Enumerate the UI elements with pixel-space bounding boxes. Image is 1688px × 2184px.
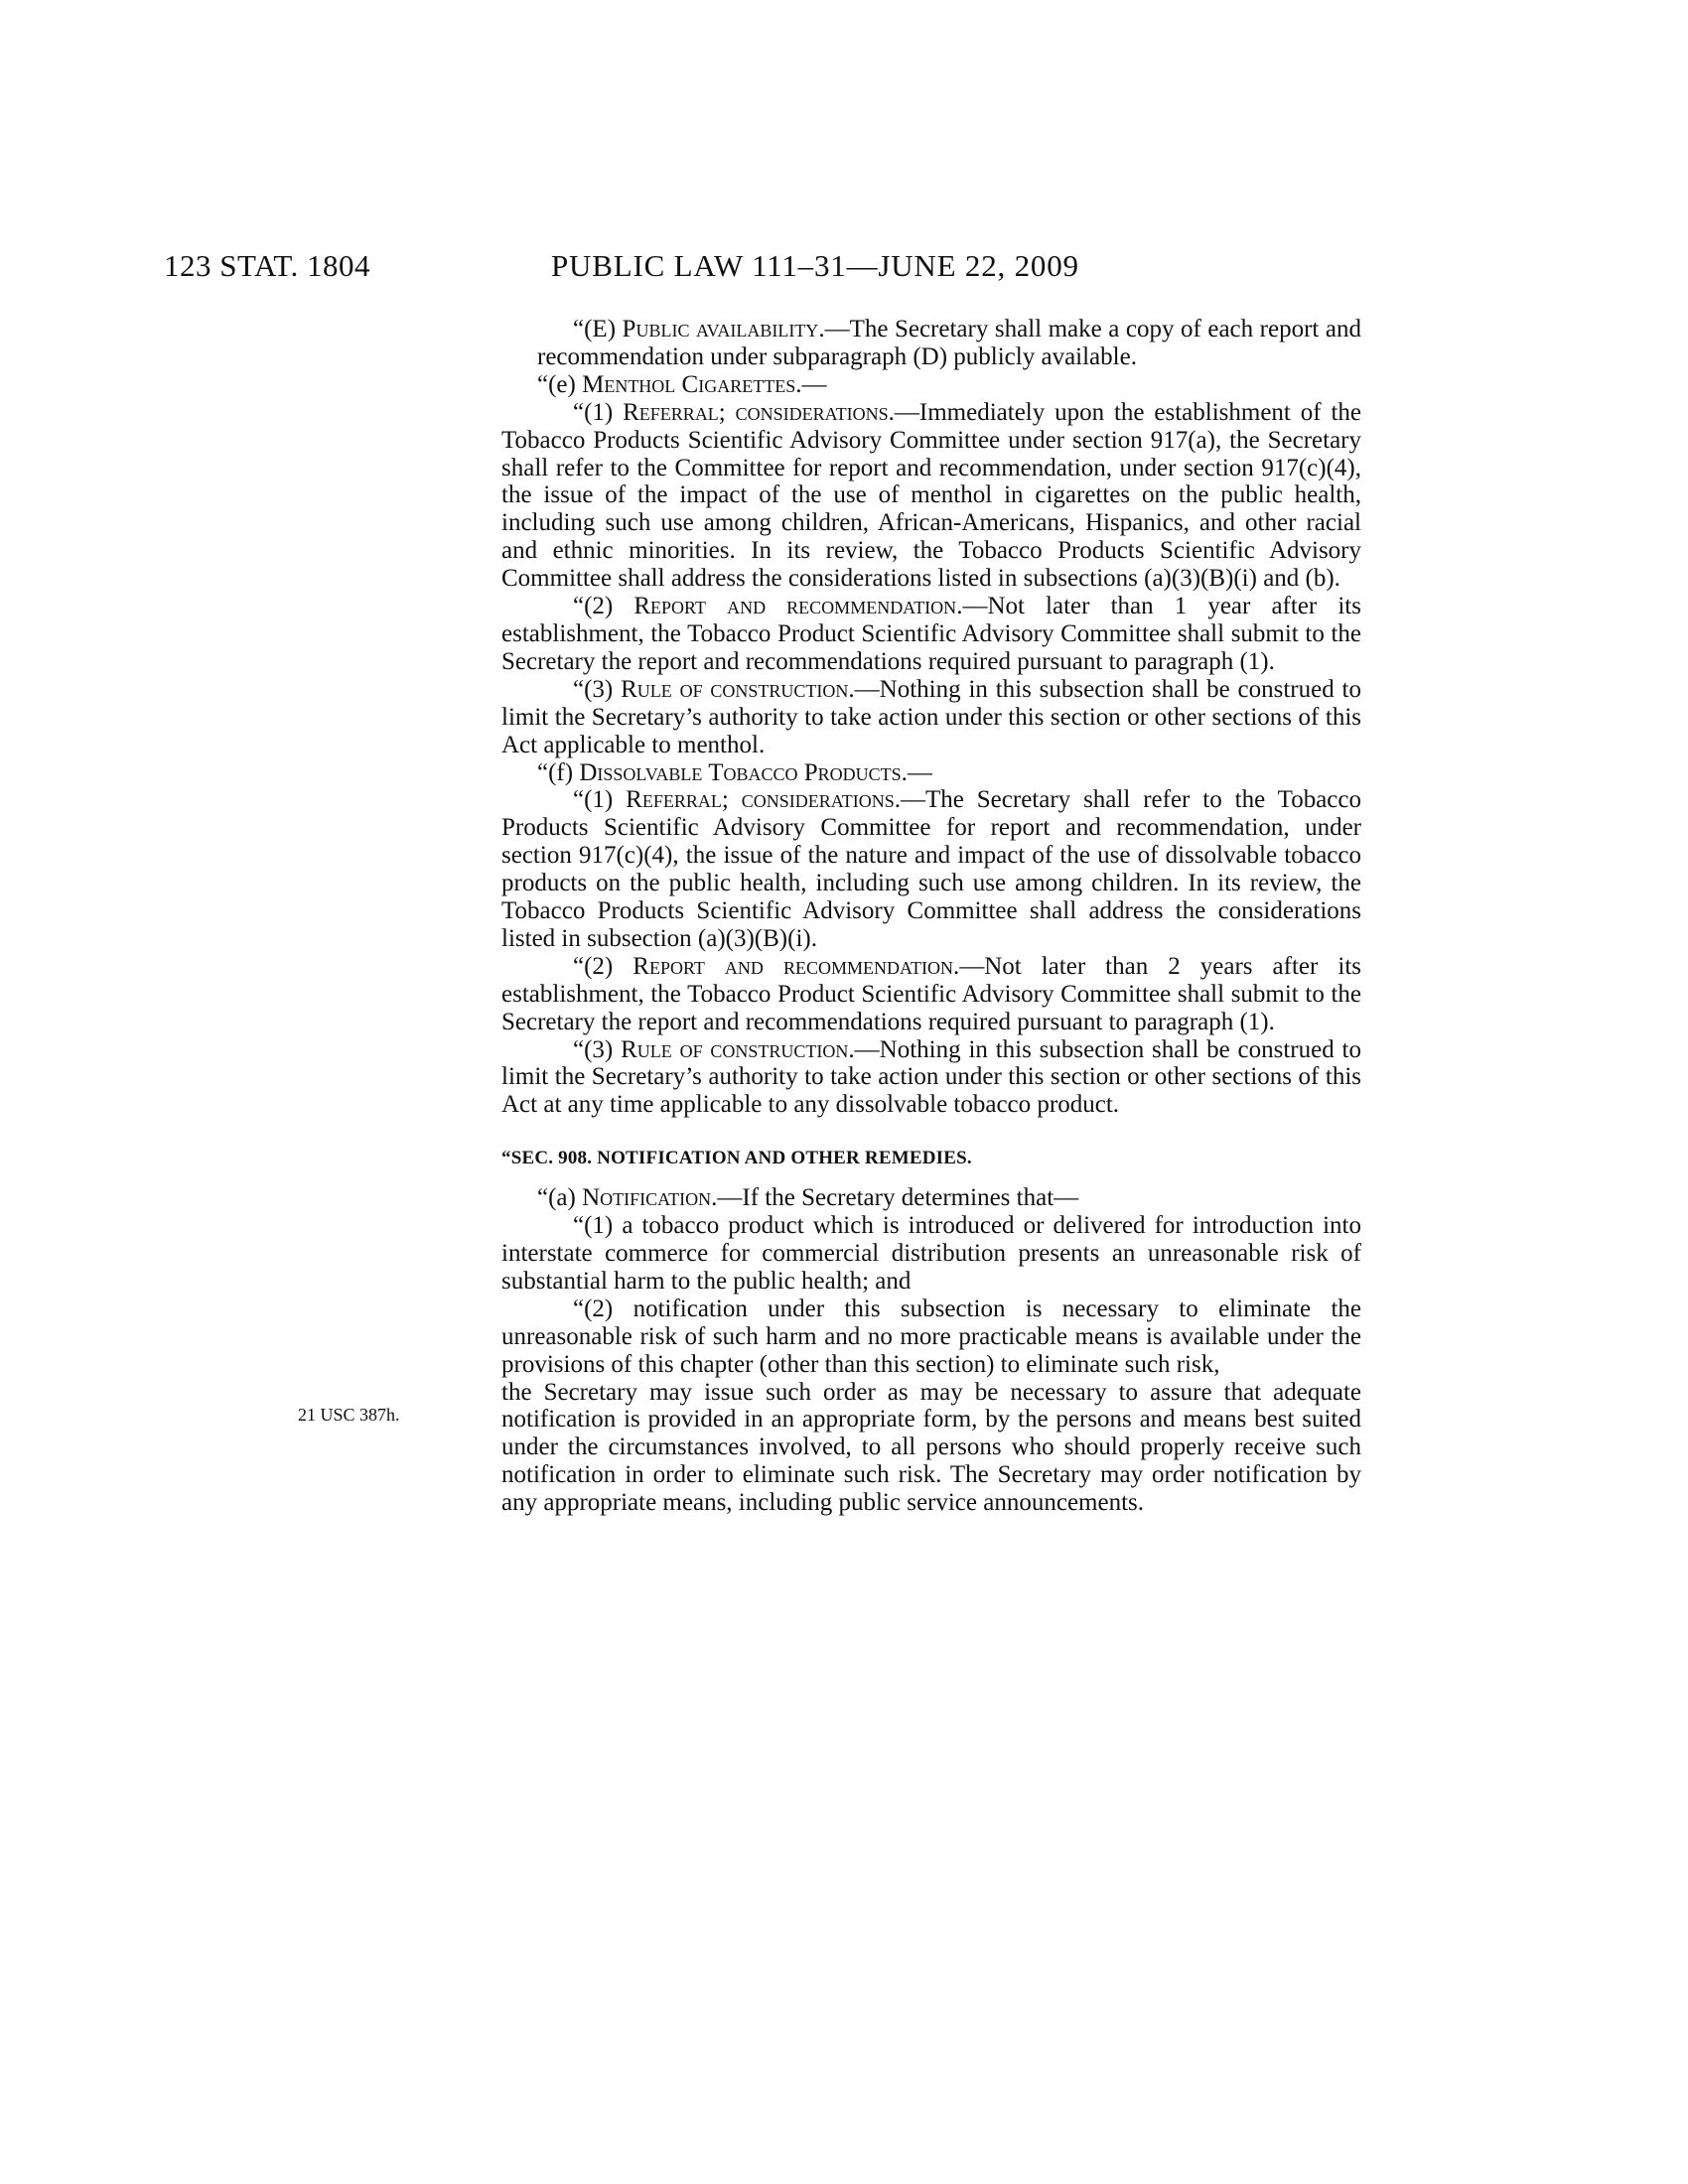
paragraph-notification-2: “(2) notification under this subsection is necessary to eliminate the unreasonable risk of such harm and no more practicable means is available under the provisions of this chapter (other than this section) to eliminate such risk, (501, 1295, 1361, 1378)
paragraph-body: .—Nothing in this subsection shall be construed to limit the Secretary’s authority to take action under this section or other sections of this Act at any time applicable to any dissolvable tobacco product. (501, 1035, 1361, 1119)
paragraph-body: .—Not later than 1 year after its establishment, the Tobacco Product Scientific Advisory Committee shall submit to the Secretary the report and recommendations required pursuant to paragraph (1). (501, 593, 1361, 675)
statute-body (501, 316, 1361, 1517)
paragraph-body: .—Immediately upon the establishment of the Tobacco Products Scientific Advisory Committee under section 917(a), the Secretary shall refer to the Committee for report and recommendation, under section 917(c)(4), the issue of the impact of the use of menthol in cigarettes on the public health, including such use among children, African-Americans, Hispanics, and other racial and ethnic minorities. In its review, the Tobacco Products Scientific Advisory Committee shall address the considerations listed in subsections (a)(3)(B)(i) and (b). (501, 398, 1361, 593)
paragraph-lead: “(a) (537, 1184, 583, 1212)
paragraph-heading: Referral; considerations (623, 398, 889, 426)
paragraph-lead: “(2) (573, 593, 634, 620)
paragraph-notification-tail: the Secretary may issue such order as may be necessary to assure that adequate notification is provided in an appropriate form, by the persons and means best suited under the circumstances involved, to all persons who should properly receive such notification in order to eliminate such risk. The Secretary may order notification by any appropriate means, including public service announcements. (501, 1378, 1361, 1517)
paragraph-lead: “(3) (573, 675, 622, 703)
paragraph-heading: Notification (582, 1184, 712, 1212)
paragraph-lead: “(e) (537, 370, 583, 398)
paragraph-heading: Public availability (622, 316, 819, 342)
paragraph-lead: “(3) (573, 1035, 622, 1063)
paragraph-heading: Rule of construction (621, 675, 849, 703)
paragraph-dissolvable-3 (501, 1036, 1361, 1120)
stat-citation: 123 STAT. 1804 (164, 248, 371, 283)
paragraph-menthol-2 (501, 593, 1361, 676)
law-title: PUBLIC LAW 111–31—JUNE 22, 2009 (551, 248, 1079, 283)
paragraph-notification-1: “(1) a tobacco product which is introduced or delivered for introduction into interstate commerce for commercial distribution presents an unreasonable risk of substantial harm to the public health; and (501, 1212, 1361, 1295)
paragraph-menthol-1 (501, 399, 1361, 593)
paragraph-body: .—The Secretary shall refer to the Tobacco Products Scientific Advisory Committee for report and recommendation, under section 917(c)(4), the issue of the nature and impact of the use of dissolvable tobacco products on the public health, including such use among children. In its review, the Tobacco Products Scientific Advisory Committee shall address the considerations listed in subsection (a)(3)(B)(i). (501, 786, 1361, 952)
paragraph-heading: Menthol Cigarettes (582, 370, 796, 398)
paragraph-body: .—Nothing in this subsection shall be construed to limit the Secretary’s authority to take action under this section or other sections of this Act applicable to menthol. (501, 675, 1361, 758)
paragraph-lead: “(1) (573, 786, 627, 814)
paragraph-heading: Rule of construction (621, 1035, 849, 1063)
paragraph-body: .—Not later than 2 years after its establishment, the Tobacco Product Scientific Advisory Committee shall submit to the Secretary the report and recommendations required pursuant to paragraph (1). (501, 952, 1361, 1035)
paragraph-heading: Dissolvable Tobacco Products (579, 758, 902, 786)
paragraph-heading: Report and recommendation (633, 952, 953, 980)
paragraph-e-public-availability (501, 316, 1361, 371)
paragraph-menthol-3 (501, 676, 1361, 759)
paragraph-dissolvable-1 (501, 786, 1361, 952)
page-header (0, 248, 1688, 288)
paragraph-lead: “(E) (573, 316, 623, 342)
paragraph-heading: Referral; considerations (626, 786, 895, 814)
subsection-menthol-cigarettes (501, 371, 1361, 399)
paragraph-body: .—The Secretary shall make a copy of each report and recommendation under subparagraph (D) publicly available. (537, 316, 1361, 370)
section-908-heading: “SEC. 908. NOTIFICATION AND OTHER REMEDIES. (501, 1148, 972, 1169)
paragraph-heading: Report and recommendation (633, 593, 957, 620)
paragraph-body: .— (795, 370, 827, 398)
margin-citation: 21 USC 387h. (298, 1405, 400, 1425)
paragraph-lead: “(2) (573, 952, 633, 980)
paragraph-dissolvable-2 (501, 953, 1361, 1036)
paragraph-body: .—If the Secretary determines that— (711, 1184, 1079, 1212)
paragraph-body: .— (901, 758, 932, 786)
subsection-notification (501, 1184, 1361, 1212)
paragraph-lead: “(1) (573, 398, 624, 426)
paragraph-lead: “(f) (537, 758, 580, 786)
subsection-dissolvable-tobacco (501, 759, 1361, 787)
